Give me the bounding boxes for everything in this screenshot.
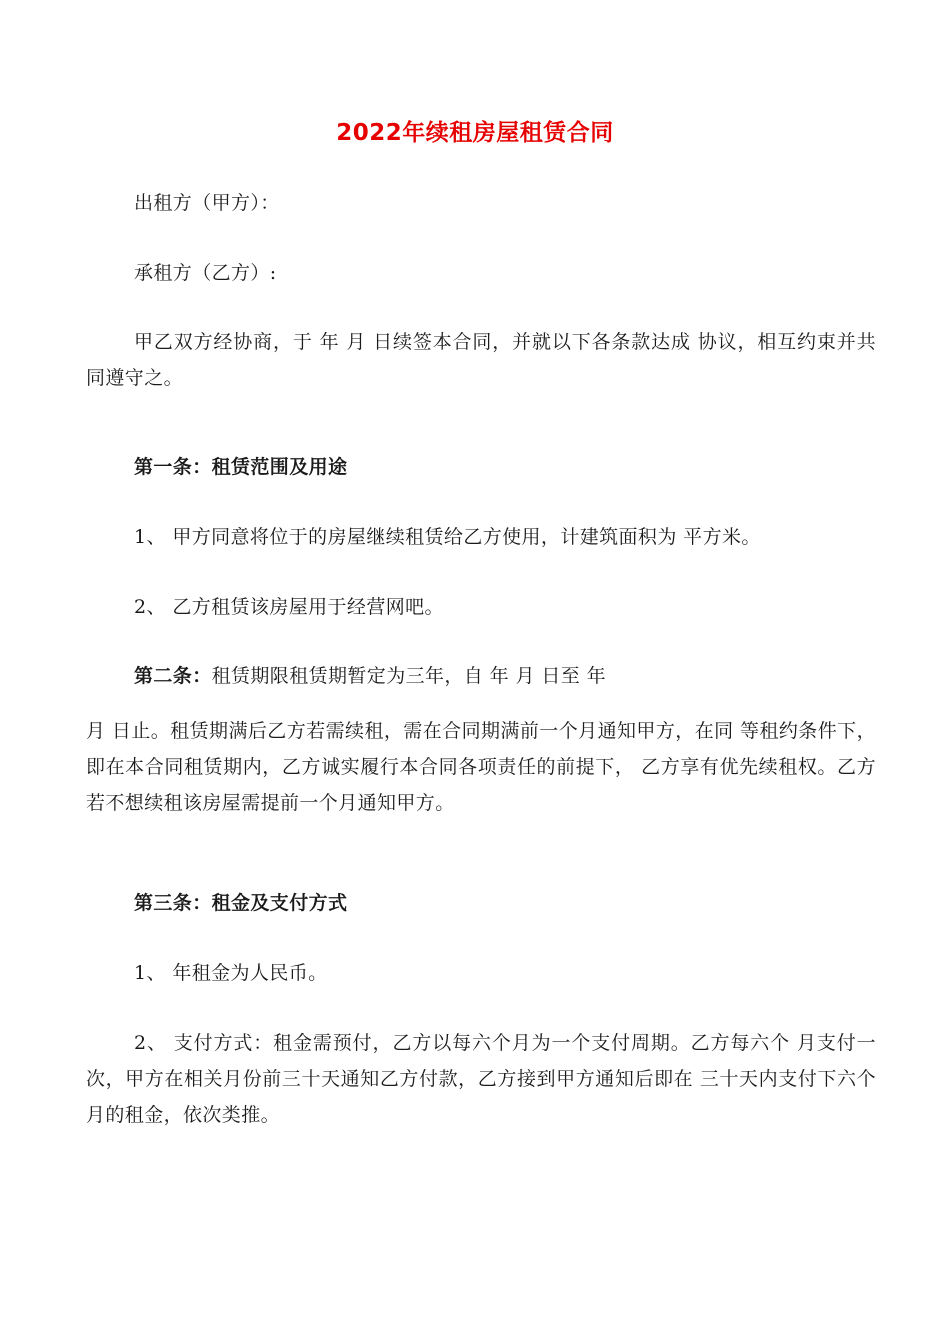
article2-body: 月 日止。租赁期满后乙方若需续租，需在合同期满前一个月通知甲方，在同 等租约条件下，即在本合同租赁期内，乙方诚实履行本合同各项责任的前提下， 乙方享有优先续租权。乙方若不想续租该房屋需提前一个月通知甲方。	[86, 720, 876, 814]
article2-line1: 租赁期限租赁期暂定为三年，自 年 月 日至 年	[211, 665, 606, 687]
lessee-line: 承租方（乙方）:	[134, 262, 277, 284]
document-title: 2022年续租房屋租赁合同	[336, 120, 614, 146]
article3-item2: 2、 支付方式：租金需预付，乙方以每六个月为一个支付周期。乙方每六个 月支付一次，甲方在相关月份前三十天通知乙方付款，乙方接到甲方通知后即在 三十天内支付下六个月的租金，依次类推。	[86, 1032, 876, 1126]
article1-heading: 第一条：租赁范围及用途	[134, 456, 348, 478]
intro-paragraph: 甲乙双方经协商，于 年 月 日续签本合同，并就以下各条款达成 协议，相互约束并共同遵守之。	[86, 331, 876, 389]
article2-heading: 第二条：	[134, 665, 212, 687]
lessor-line: 出租方（甲方）：	[134, 192, 280, 214]
article1-item2: 2、 乙方租赁该房屋用于经营网吧。	[134, 596, 444, 618]
article1-item1: 1、 甲方同意将位于的房屋继续租赁给乙方使用，计建筑面积为 平方米。	[134, 526, 761, 548]
article2-first-line	[86, 658, 876, 694]
article3-item1: 1、 年租金为人民币。	[134, 962, 328, 984]
article3-heading: 第三条：租金及支付方式	[134, 892, 348, 914]
